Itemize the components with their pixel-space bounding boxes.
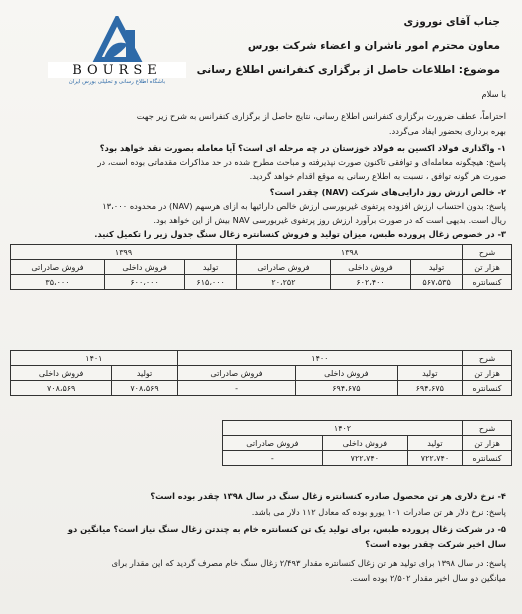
greeting: با سلام bbox=[481, 89, 506, 99]
table1-value: ۲۰،۲۵۲ bbox=[237, 275, 331, 290]
table2-year-1401: ۱۴۰۱ bbox=[11, 351, 178, 366]
table1-year-1398-cell: ۱۳۹۸ bbox=[237, 245, 463, 260]
table2-col-domestic-1401: فروش داخلی bbox=[11, 366, 112, 381]
table1-col-export-1398: فروش صادراتی bbox=[237, 260, 331, 275]
table2-col-production-1400: تولید bbox=[397, 366, 462, 381]
table2-desc-header: شرح bbox=[463, 351, 512, 366]
table1-col-production-1399: تولید bbox=[185, 260, 237, 275]
table1-desc-header-cell: شرح bbox=[463, 245, 512, 260]
table2-year-1400: ۱۴۰۰ bbox=[177, 351, 462, 366]
table3-col-export: فروش صادراتی bbox=[223, 436, 323, 451]
table3-row-label: کنسانتره bbox=[463, 451, 512, 466]
table1 bbox=[10, 244, 512, 290]
answer-2-line-2: ریال است. بدیهی است که در صورت برآورد ارزش روز پرتفوی غیربورسی NAV بیش از این خواهد بود. bbox=[153, 215, 506, 225]
question-5-line-1: ۵- در شرکت زغال پرورده طبس، برای تولید یک تن کنسانتره خام به چندتن زغال سنگ نیاز است؟ میانگین دو bbox=[67, 524, 506, 534]
intro-line-1: احتراماً، عطف ضرورت برگزاری کنفرانس اطلاع رسانی، نتایج حاصل از برگزاری کنفرانس به شرح زیر جهت bbox=[136, 111, 506, 121]
intro-line-2: بهره برداری بحضور ایفاد می‌گردد. bbox=[388, 126, 506, 136]
table2-col-production-1401: تولید bbox=[112, 366, 177, 381]
table2-unit: هزار تن bbox=[463, 366, 512, 381]
answer-1-line-2: صورت هر گونه توافق ، نسبت به اطلاع رسانی به موقع اقدام خواهد گردید. bbox=[249, 171, 506, 181]
table3-value: ۷۲۲،۷۴۰ bbox=[407, 451, 462, 466]
table2-row-label: کنسانتره bbox=[463, 381, 512, 396]
recipient-line: جناب آقای نوروزی bbox=[403, 16, 500, 28]
table1-unit: هزار تن bbox=[463, 260, 512, 275]
table1-col-export-1399: فروش صادراتی bbox=[11, 260, 105, 275]
answer-4: پاسخ: نرخ دلار هر تن صادرات ۱۰۱ یورو بوده که معادل ۱۱۲ دلار می باشد. bbox=[251, 507, 506, 517]
table2-value: ۶۹۴،۶۷۵ bbox=[397, 381, 462, 396]
table2-col-domestic-1400: فروش داخلی bbox=[296, 366, 397, 381]
table1-col-domestic-1399: فروش داخلی bbox=[104, 260, 184, 275]
table1-year-1399-cell: ۱۳۹۹ bbox=[11, 245, 237, 260]
table3-value: ۷۲۲،۷۴۰ bbox=[322, 451, 407, 466]
answer-5-line-2: میانگین دو سال اخیر مقدار ۲/۵۰۲ بوده است. bbox=[350, 573, 506, 583]
answer-1-line-1: پاسخ: هیچگونه معامله‌ای و توافقی تاکنون صورت نپذیرفته و مباحث مطرح شده در حد مذاکرات مقدماتی بوده است، در bbox=[97, 157, 506, 167]
table2-value: ۶۹۴،۶۷۵ bbox=[296, 381, 397, 396]
table3-value: - bbox=[223, 451, 323, 466]
table1-col-production-1398: تولید bbox=[411, 260, 463, 275]
table3-desc-header: شرح bbox=[463, 421, 512, 436]
table2-value: ۷۰۸،۵۶۹ bbox=[11, 381, 112, 396]
subject-line: موضوع: اطلاعات حاصل از برگزاری کنفرانس اطلاع رسانی bbox=[196, 64, 500, 76]
recipient-title: معاون محترم امور ناشران و اعضاء شرکت بورس bbox=[247, 40, 500, 52]
answer-5-line-1: پاسخ: در سال ۱۳۹۸ برای تولید هر تن زغال کنسانتره مقدار ۲/۴۹۳ زغال سنگ خام مصرف گردید که این مقدار برای bbox=[111, 558, 506, 568]
bourse-logo bbox=[42, 16, 192, 92]
table3 bbox=[222, 420, 512, 466]
table1-row-label: کنسانتره bbox=[463, 275, 512, 290]
table1-col-domestic-1398: فروش داخلی bbox=[330, 260, 410, 275]
answer-2-line-1: پاسخ: بدون احتساب ارزش افزوده پرتفوی غیربورسی ارزش خالص دارائیها به ازای هرسهم (NAV) در محدوده ۱۳،۰۰۰ bbox=[102, 201, 506, 211]
table2-value: ۷۰۸،۵۶۹ bbox=[112, 381, 177, 396]
table2-col-export-1400: فروش صادراتی bbox=[177, 366, 296, 381]
table1-value: ۶۱۵،۰۰۰ bbox=[185, 275, 237, 290]
table3-col-domestic: فروش داخلی bbox=[322, 436, 407, 451]
table1-value: ۶۰۲،۴۰۰ bbox=[330, 275, 410, 290]
logo-subtext: باشگاه اطلاع رسانی و تحلیلی بورس ایران bbox=[68, 79, 166, 85]
table3-unit: هزار تن bbox=[463, 436, 512, 451]
table1-value: ۶۰۰،۰۰۰ bbox=[104, 275, 184, 290]
question-1: ۱- واگذاری فولاد اکسین به فولاد خوزستان در چه مرحله ای است؟ آیا معامله بصورت نقد خواهد بود؟ bbox=[99, 143, 506, 153]
table3-year-1402: ۱۴۰۲ bbox=[223, 421, 463, 436]
table2-value: - bbox=[177, 381, 296, 396]
table3-col-production: تولید bbox=[407, 436, 462, 451]
question-3: ۳- در خصوص زغال پرورده طبس، میزان تولید و فروش کنسانتره زغال سنگ جدول زیر را تکمیل کنید. bbox=[94, 229, 506, 239]
table1-value: ۳۵،۰۰۰ bbox=[11, 275, 105, 290]
table2 bbox=[10, 350, 512, 396]
question-5-line-2: سال اخیر شرکت چقدر بوده است؟ bbox=[365, 539, 506, 549]
logo-text: BOURSE bbox=[72, 63, 162, 78]
question-4: ۴- نرخ دلاری هر تن محصول صادره کنسانتره زغال سنگ در سال ۱۳۹۸ چقدر بوده است؟ bbox=[150, 491, 506, 501]
question-2: ۲- خالص ارزش روز دارایی‌های شرکت (NAV) چقدر است؟ bbox=[269, 187, 506, 197]
table1-value: ۵۶۷،۵۳۵ bbox=[411, 275, 463, 290]
